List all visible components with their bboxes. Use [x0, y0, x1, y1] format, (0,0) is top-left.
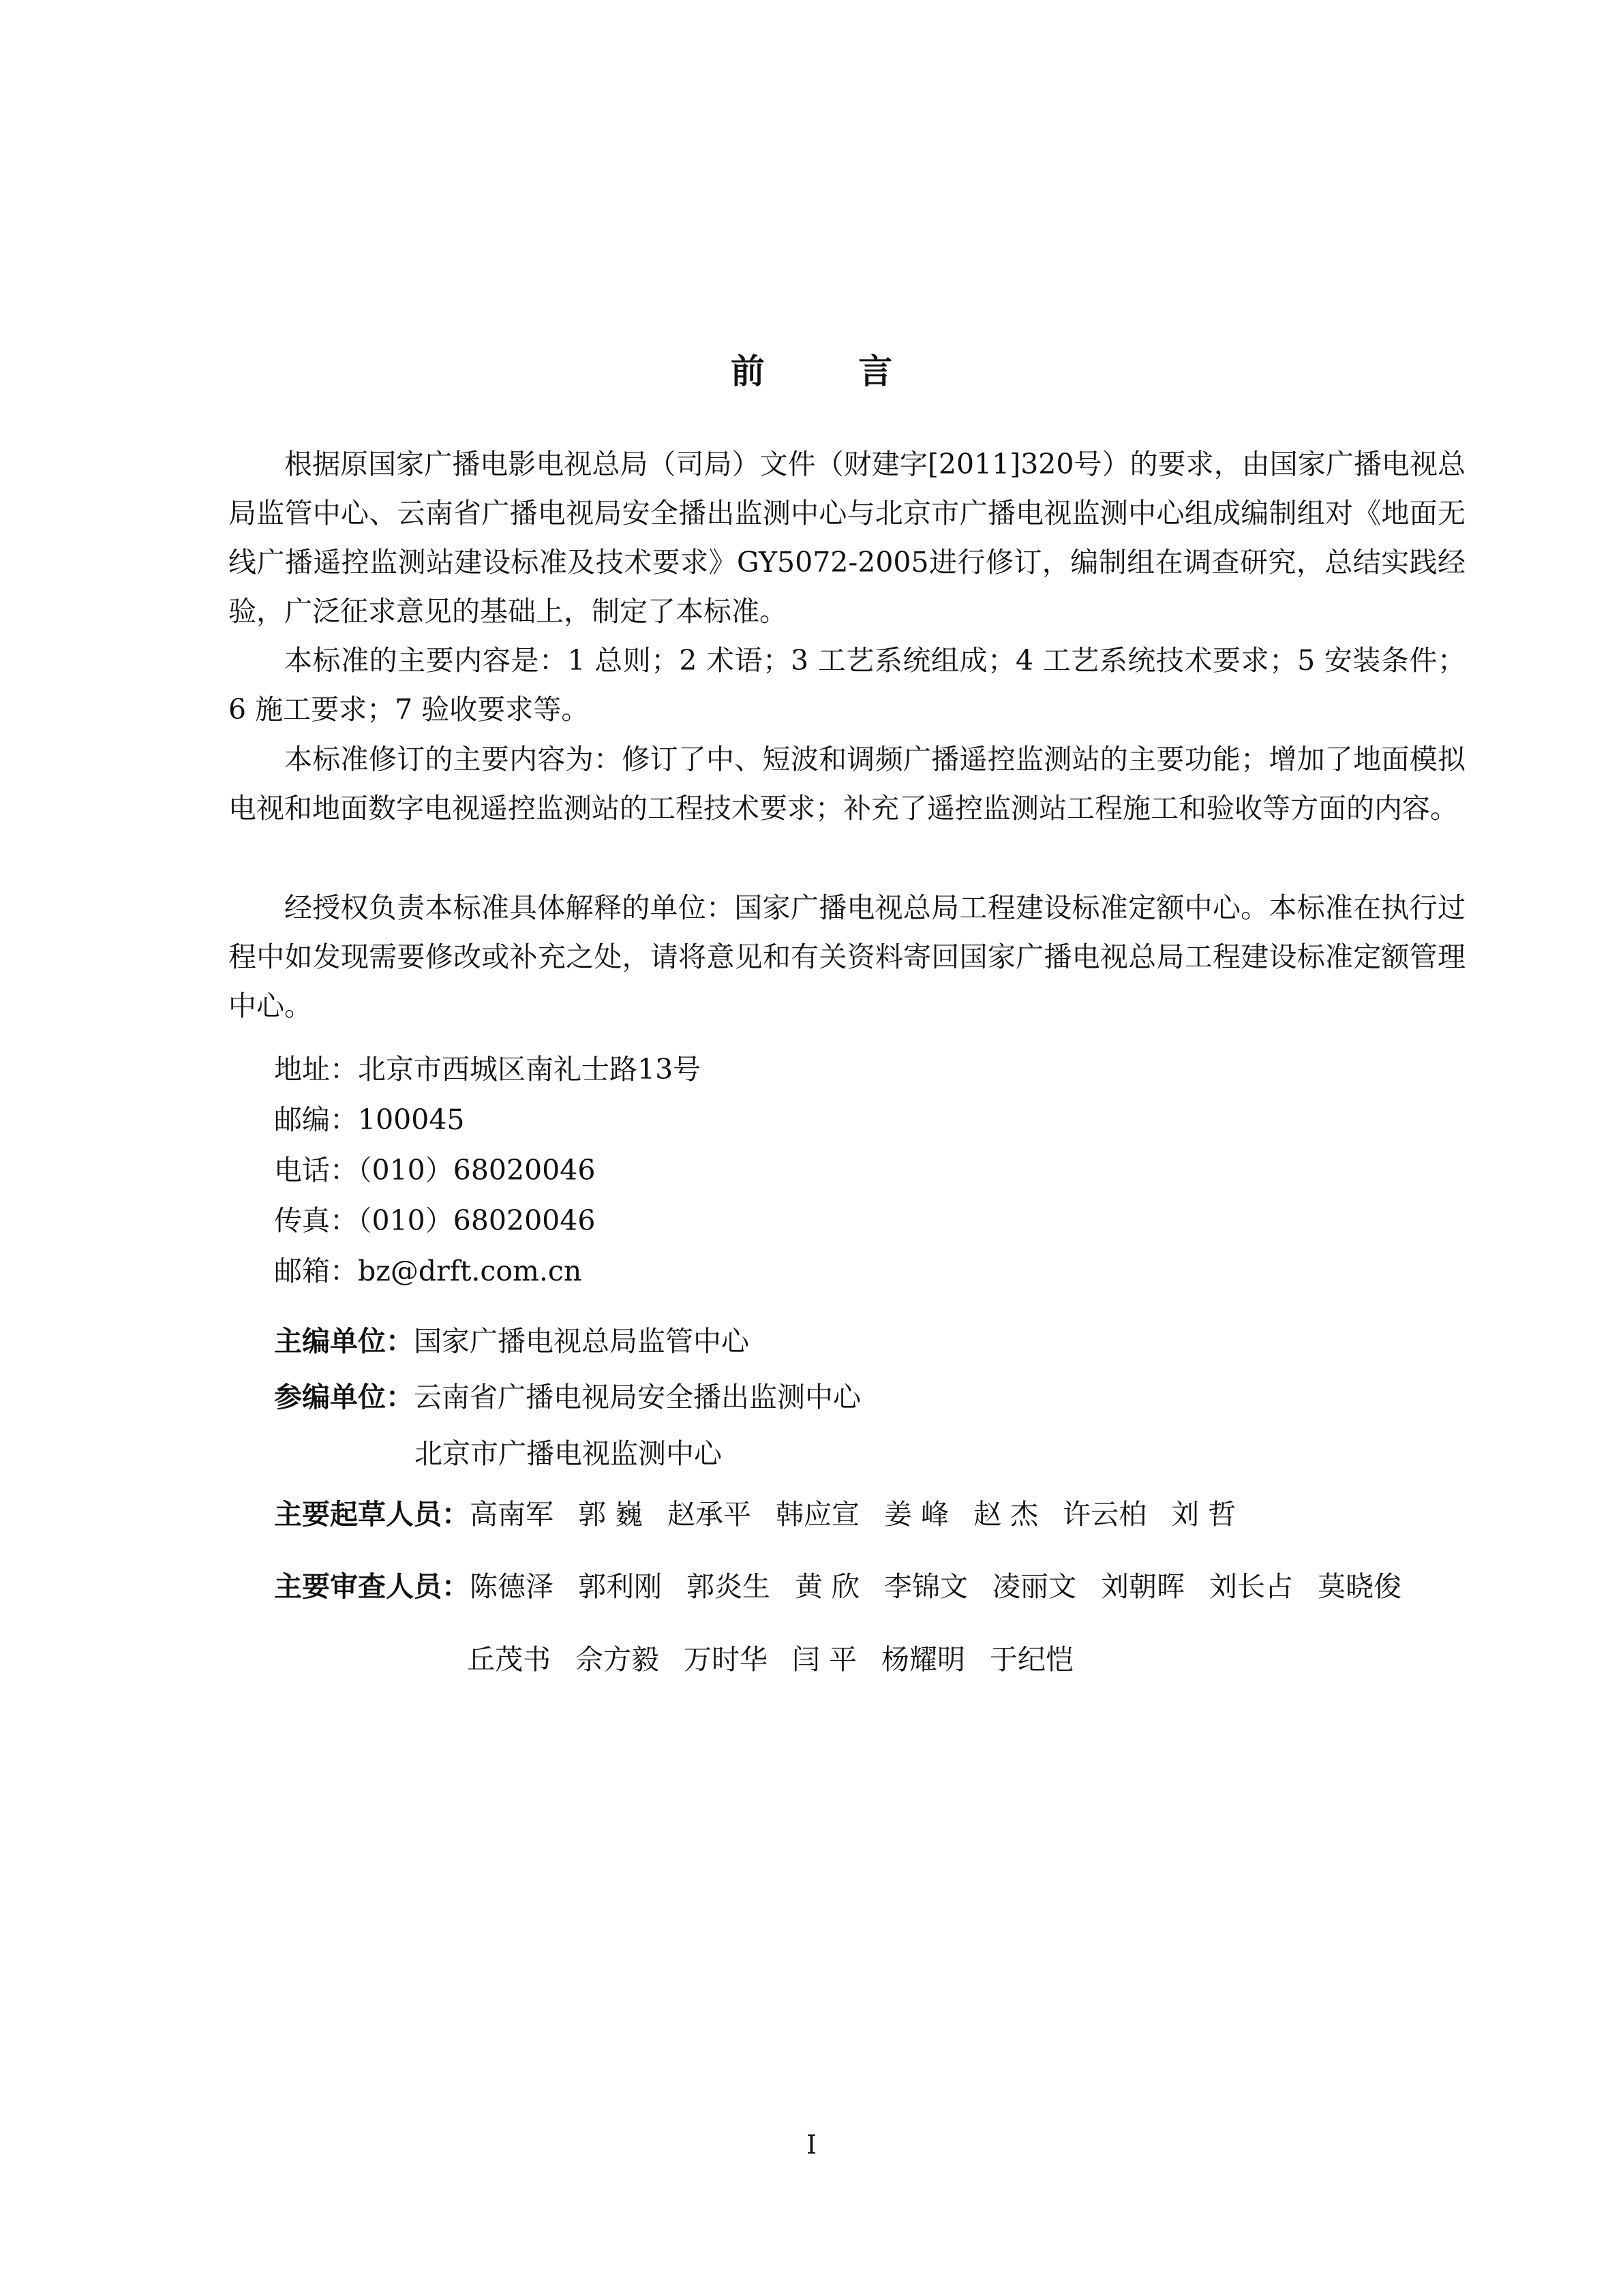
reviewer-name: 陈德泽	[470, 1570, 553, 1603]
contact-fax	[274, 1200, 595, 1241]
postcode-label: 邮编：	[274, 1103, 358, 1136]
participating-value-2: 北京市广播电视监测中心	[414, 1437, 722, 1470]
participating-value-1: 云南省广播电视局安全播出监测中心	[414, 1381, 861, 1413]
reviewer-name: 佘方毅	[575, 1643, 659, 1676]
reviewer-name: 黄 欣	[795, 1570, 860, 1603]
contact-email	[274, 1251, 581, 1291]
participating-unit-1	[274, 1377, 861, 1418]
reviewers-line	[274, 1566, 1426, 1607]
main-editor-unit	[274, 1321, 749, 1362]
email-value: bz@drft.com.cn	[358, 1255, 582, 1287]
reviewers-line-continued	[467, 1639, 1098, 1680]
drafters-line	[274, 1494, 1260, 1535]
drafter-name: 姜 峰	[884, 1498, 950, 1531]
drafter-name: 刘 哲	[1171, 1498, 1237, 1531]
paragraph-main-content: 本标准的主要内容是：1 总则；2 术语；3 工艺系统组成；4 工艺系统技术要求；5 安装条件；6 施工要求；7 验收要求等。	[228, 644, 1466, 726]
postcode-value: 100045	[358, 1103, 465, 1136]
paragraph-revision-content: 本标准修订的主要内容为：修订了中、短波和调频广播遥控监测站的主要功能；增加了地面模拟电视和地面数字电视遥控监测站的工程技术要求；补充了遥控监测站工程施工和验收等方面的内容。	[228, 743, 1466, 825]
fax-value: （010）68020046	[358, 1204, 596, 1237]
paragraph-basis: 根据原国家广播电影电视总局（司局）文件（财建字[2011]320号）的要求，由国家广播电视总局监管中心、云南省广播电视局安全播出监测中心与北京市广播电视监测中心组成编制组对《地面无线广播遥控监测站建设标准及技术要求》GY5072-2005进行修订，编制组在调查研究，总结实践经验，广泛征求意见的基础上，制定了本标准。	[228, 448, 1466, 628]
contact-phone	[274, 1150, 595, 1191]
contact-postcode	[274, 1099, 465, 1140]
drafter-name: 高南军	[470, 1498, 553, 1531]
drafters-label: 主要起草人员：	[274, 1498, 470, 1531]
reviewers-label: 主要审查人员：	[274, 1570, 470, 1603]
reviewer-name: 于纪恺	[990, 1643, 1074, 1676]
reviewer-name: 丘茂书	[467, 1643, 551, 1676]
drafter-name: 赵 杰	[973, 1498, 1039, 1531]
address-label: 地址：	[274, 1053, 358, 1086]
drafter-name: 韩应宣	[776, 1498, 860, 1531]
reviewer-name: 万时华	[684, 1643, 768, 1676]
participating-label: 参编单位：	[274, 1381, 414, 1413]
drafter-name: 郭 巍	[578, 1498, 643, 1531]
fax-label: 传真：	[274, 1204, 358, 1237]
reviewer-name: 郭利刚	[578, 1570, 662, 1603]
page-title: 前 言	[730, 352, 934, 391]
reviewer-name: 杨耀明	[881, 1643, 966, 1676]
main-editor-label: 主编单位：	[274, 1325, 414, 1358]
contact-address	[274, 1049, 701, 1090]
reviewer-name: 凌丽文	[992, 1570, 1077, 1603]
reviewer-name: 郭炎生	[686, 1570, 770, 1603]
reviewer-name: 刘朝晖	[1101, 1570, 1185, 1603]
phone-label: 电话：	[274, 1154, 358, 1187]
paragraph-interpretation: 经授权负责本标准具体解释的单位：国家广播电视总局工程建设标准定额中心。本标准在执行过程中如发现需要修改或补充之处，请将意见和有关资料寄回国家广播电视总局工程建设标准定额管理中心。	[228, 891, 1466, 1022]
reviewer-name: 闫 平	[792, 1643, 858, 1676]
phone-value: （010）68020046	[358, 1154, 596, 1187]
drafter-name: 许云柏	[1063, 1498, 1147, 1531]
address-value: 北京市西城区南礼士路13号	[358, 1053, 701, 1086]
drafter-name: 赵承平	[667, 1498, 752, 1531]
page-number: I	[806, 2130, 817, 2160]
reviewer-name: 莫晓俊	[1318, 1570, 1402, 1603]
participating-unit-2	[414, 1433, 722, 1474]
reviewer-name: 李锦文	[884, 1570, 969, 1603]
reviewer-name: 刘长占	[1209, 1570, 1294, 1603]
main-editor-value: 国家广播电视总局监管中心	[414, 1325, 749, 1358]
email-label: 邮箱：	[274, 1255, 358, 1287]
